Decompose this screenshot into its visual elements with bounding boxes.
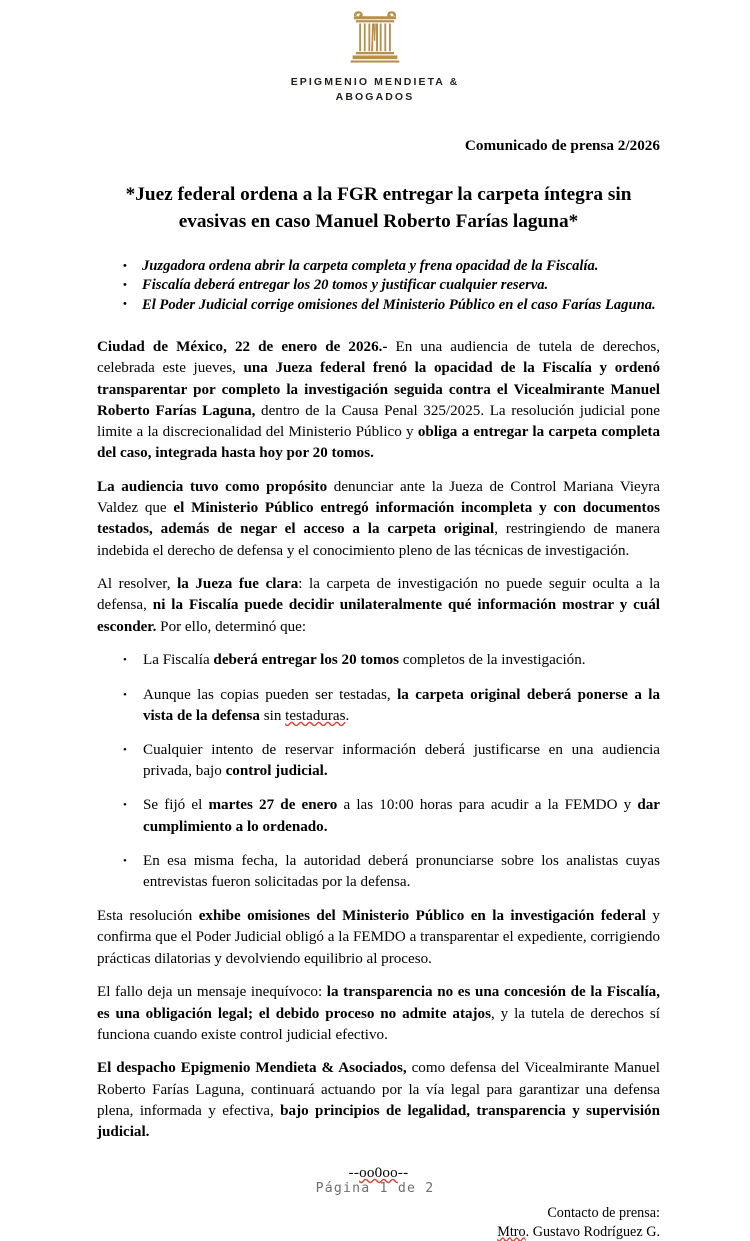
text-run: Cualquier intento de reservar información deberá justificarse en una audiencia privada, bajo bbox=[143, 741, 660, 780]
misspelled-word: Mtro bbox=[497, 1223, 526, 1240]
text-run-bold: el Ministerio Público entregó información incompleta y con documentos testados, además de negar el acceso a la carpeta original bbox=[97, 500, 660, 538]
text-run-bold: deberá entregar los 20 tomos bbox=[213, 652, 399, 669]
paragraph-hearing-purpose bbox=[97, 477, 660, 562]
text-run: denunciar ante la Jueza de Control Mariana Vieyra Valdez que bbox=[97, 478, 660, 517]
list-item bbox=[97, 685, 660, 727]
letterhead bbox=[0, 0, 750, 105]
text-run: . bbox=[345, 707, 350, 724]
contact-name bbox=[97, 1223, 660, 1241]
press-contact bbox=[97, 1204, 660, 1241]
text-run-bold: martes 27 de enero bbox=[208, 797, 338, 814]
text-run-bold: ni la Fiscalía puede decidir unilateralmente qué información mostrar y cuál esconder. bbox=[97, 597, 661, 635]
text-run: , restringiendo de manera indebida el derecho de defensa y el conocimiento pleno de las técnicas de investigación. bbox=[97, 521, 660, 559]
text-run: Por ello, determinó que: bbox=[156, 618, 307, 635]
text-run-bold: la Jueza fue clara bbox=[177, 576, 299, 593]
list-item: • Fiscalía deberá entregar los 20 tomos y justificar cualquier reserva. bbox=[97, 276, 660, 295]
text-run: Se fijó el bbox=[143, 797, 209, 814]
text-run: Aunque las copias pueden ser testadas, bbox=[143, 686, 398, 703]
text-run: , y la tutela de derechos sí funciona cuando existe control judicial efectivo. bbox=[97, 1005, 660, 1043]
text-run: : la carpeta de investigación no puede seguir oculta a la defensa, bbox=[97, 576, 660, 614]
page-number: Página 1 de 2 bbox=[315, 1181, 435, 1196]
text-run-bold: obliga a entregar la carpeta completa del caso, integrada hasta hoy por 20 tomos. bbox=[97, 424, 660, 462]
text-run: dentro de la Causa Penal 325/2025. La resolución judicial pone limite a la discrecionalidad del Ministerio Público y bbox=[97, 402, 660, 441]
text-run: como defensa del Vicealmirante Manuel Roberto Farías Laguna, continuará actuando por la vía legal para garantizar una defensa plena, informada y efectiva, bbox=[97, 1060, 660, 1119]
text-run: Al resolver, bbox=[97, 576, 178, 593]
text-run: La Fiscalía bbox=[143, 652, 214, 669]
text-run-bold: una Jueza federal frenó la opacidad de la Fiscalía y ordenó transparentar por completo la investigación seguida contra el Vicealmirante Manuel Roberto Farías Laguna, bbox=[97, 360, 660, 419]
text-run-bold: dar cumplimiento a lo ordenado. bbox=[143, 797, 660, 835]
list-item bbox=[97, 740, 660, 782]
determination-bullet-list bbox=[97, 650, 660, 893]
misspelled-word: oo0oo bbox=[359, 1165, 398, 1182]
text-run: Esta resolución bbox=[97, 908, 199, 925]
paragraph-message bbox=[97, 982, 660, 1046]
contact-label: Contacto de prensa: bbox=[547, 1205, 660, 1222]
section-divider bbox=[97, 1165, 660, 1182]
dateline: Ciudad de México, 22 de enero de 2026.- bbox=[97, 339, 388, 356]
page-title: *Juez federal ordena a la FGR entregar la carpeta íntegra sin evasivas en caso Manuel Roberto Farías laguna* bbox=[125, 184, 632, 232]
text-run: El fallo deja un mensaje inequívoco: bbox=[97, 984, 327, 1001]
text-run-bold: la carpeta original deberá ponerse a la vista de la defensa bbox=[143, 686, 660, 724]
paragraph-ruling bbox=[97, 574, 660, 638]
document-body bbox=[97, 136, 660, 1241]
text-run: y confirma que el Poder Judicial obligó a la FEMDO a transparentar el expediente, corrigiendo prácticas dilatorias y devolviendo equilibrio al proceso. bbox=[97, 908, 660, 967]
list-item: • El Poder Judicial corrige omisiones del Ministerio Público en el caso Farías Laguna. bbox=[97, 296, 660, 315]
text-run-bold: control judicial. bbox=[225, 763, 328, 780]
text-run: -- bbox=[397, 1165, 409, 1182]
paragraph-lead bbox=[97, 337, 660, 464]
paragraph-resolution-effect bbox=[97, 906, 660, 970]
text-run-bold: la transparencia no es una concesión de la Fiscalía, es una obligación legal; el debido proceso no admite atajos bbox=[97, 984, 660, 1022]
text-run: a las 10:00 horas para acudir a la FEMDO y bbox=[337, 797, 638, 814]
lead-bullet-list bbox=[97, 257, 660, 315]
text-run: . Gustavo Rodríguez G. bbox=[525, 1223, 660, 1240]
list-item bbox=[97, 851, 660, 893]
text-run: sin bbox=[259, 707, 286, 724]
text-run-bold: El despacho Epigmenio Mendieta & Asociados, bbox=[97, 1060, 407, 1077]
list-item bbox=[97, 795, 660, 837]
paragraph-firm-statement bbox=[97, 1058, 660, 1143]
list-item: • Juzgadora ordena abrir la carpeta completa y frena opacidad de la Fiscalía. bbox=[97, 257, 660, 276]
text-run: -- bbox=[348, 1165, 360, 1182]
classical-column-monogram-icon bbox=[342, 8, 408, 66]
list-item bbox=[97, 650, 660, 671]
firm-name-line-1: EPIGMENIO MENDIETA & bbox=[290, 76, 460, 88]
text-run-bold: La audiencia tuvo como propósito bbox=[97, 478, 328, 495]
text-run-bold: exhibe omisiones del Ministerio Público en la investigación federal bbox=[198, 908, 646, 925]
misspelled-word: testaduras bbox=[285, 707, 346, 724]
text-run: En esa misma fecha, la autoridad deberá pronunciarse sobre los analistas cuyas entrevistas fueron solicitadas por la defensa. bbox=[143, 852, 660, 890]
firm-name bbox=[0, 75, 750, 105]
text-run: completos de la investigación. bbox=[399, 652, 586, 669]
text-run: En una audiencia de tutela de derechos, celebrada este jueves, bbox=[97, 339, 660, 377]
text-run-bold: bajo principios de legalidad, transparencia y supervisión judicial. bbox=[97, 1102, 660, 1141]
firm-name-line-2: ABOGADOS bbox=[335, 91, 415, 103]
release-number: Comunicado de prensa 2/2026 bbox=[464, 137, 660, 154]
